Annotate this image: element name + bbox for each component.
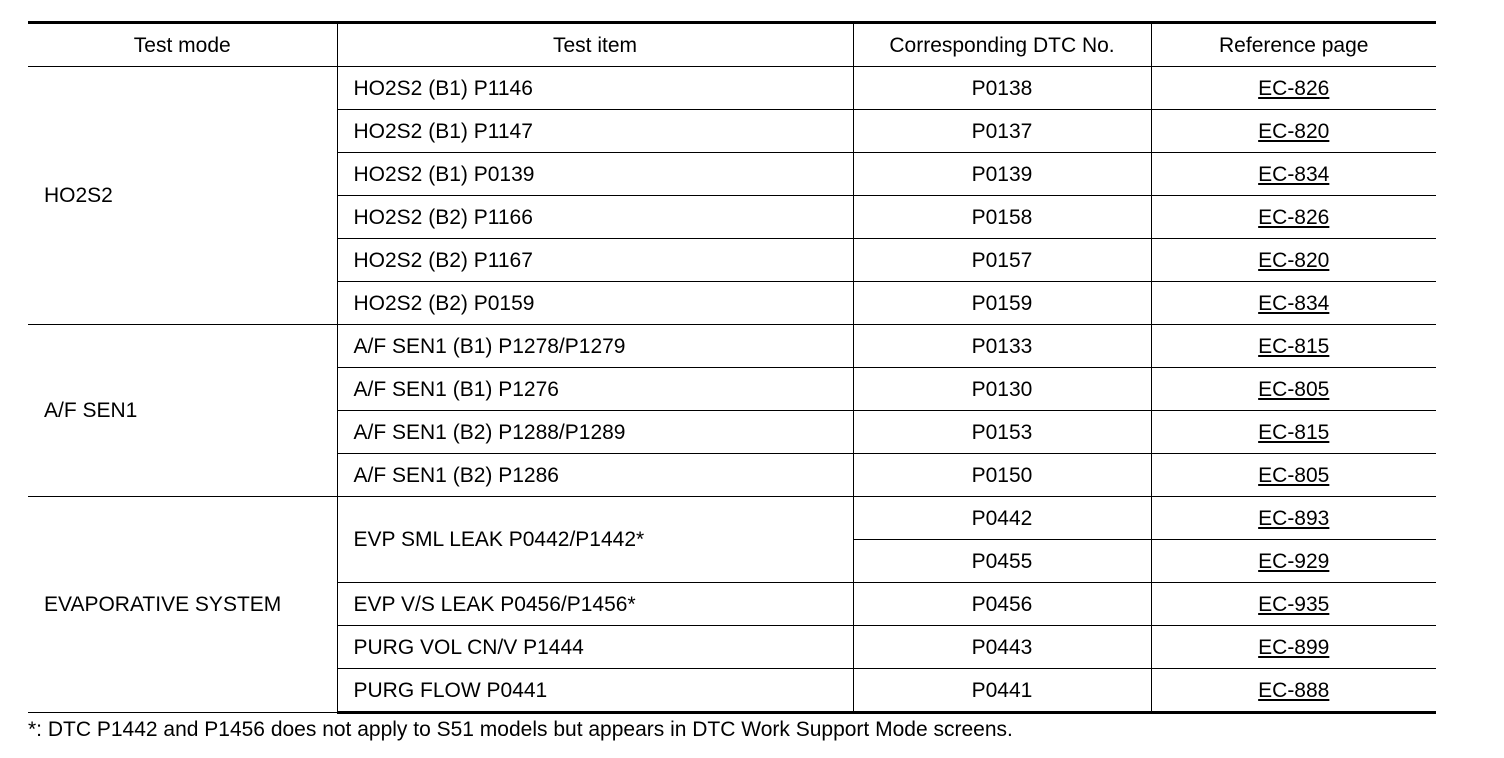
reference-page-link[interactable]: EC-826 [1258,205,1330,229]
test-item-cell: HO2S2 (B1) P0139 [337,153,853,196]
dtc-no-cell: P0133 [853,325,1151,368]
table-header-row [28,23,1436,67]
dtc-no-cell: P0456 [853,583,1151,626]
reference-page-link[interactable]: EC-893 [1258,506,1330,530]
table-row [28,497,1436,540]
table-row [28,67,1436,110]
test-item-cell: HO2S2 (B2) P1166 [337,196,853,239]
dtc-no-cell: P0157 [853,239,1151,282]
test-mode-cell: A/F SEN1 [28,325,337,497]
dtc-no-cell: P0153 [853,411,1151,454]
reference-page-link[interactable]: EC-820 [1258,119,1330,143]
dtc-no-cell: P0455 [853,540,1151,583]
test-item-cell: HO2S2 (B1) P1146 [337,67,853,110]
header-test-item: Test item [337,23,853,67]
dtc-no-cell: P0443 [853,626,1151,669]
test-item-cell: A/F SEN1 (B2) P1288/P1289 [337,411,853,454]
dtc-no-cell: P0130 [853,368,1151,411]
test-item-cell: HO2S2 (B2) P0159 [337,282,853,325]
dtc-no-cell: P0139 [853,153,1151,196]
test-item-cell: EVP SML LEAK P0442/P1442* [337,497,853,583]
reference-page-link[interactable]: EC-805 [1258,463,1330,487]
dtc-no-cell: P0137 [853,110,1151,153]
header-test-mode: Test mode [28,23,337,67]
reference-page-link[interactable]: EC-935 [1258,592,1330,616]
reference-page-link[interactable]: EC-805 [1258,377,1330,401]
dtc-no-cell: P0150 [853,454,1151,497]
reference-page-link[interactable]: EC-826 [1258,76,1330,100]
reference-page-link[interactable]: EC-834 [1258,291,1330,315]
dtc-no-cell: P0158 [853,196,1151,239]
dtc-no-cell: P0442 [853,497,1151,540]
reference-page-link[interactable]: EC-820 [1258,248,1330,272]
reference-page-link[interactable]: EC-888 [1258,678,1330,702]
dtc-no-cell: P0159 [853,282,1151,325]
test-item-cell: PURG FLOW P0441 [337,669,853,713]
reference-page-link[interactable]: EC-899 [1258,635,1330,659]
reference-page-link[interactable]: EC-834 [1258,162,1330,186]
header-dtc-no: Corresponding DTC No. [853,23,1151,67]
reference-page-link[interactable]: EC-929 [1258,549,1330,573]
test-item-cell: HO2S2 (B2) P1167 [337,239,853,282]
test-mode-cell: EVAPORATIVE SYSTEM [28,497,337,713]
dtc-no-cell: P0441 [853,669,1151,713]
footnote: *: DTC P1442 and P1456 does not apply to S51 models but appears in DTC Work Support Mode screens. [28,718,1013,741]
test-mode-cell: HO2S2 [28,67,337,325]
test-item-cell: A/F SEN1 (B2) P1286 [337,454,853,497]
test-item-cell: A/F SEN1 (B1) P1276 [337,368,853,411]
test-item-cell: EVP V/S LEAK P0456/P1456* [337,583,853,626]
table-row [28,325,1436,368]
dtc-no-cell: P0138 [853,67,1151,110]
header-reference-page: Reference page [1151,23,1436,67]
test-item-cell: A/F SEN1 (B1) P1278/P1279 [337,325,853,368]
test-item-cell: PURG VOL CN/V P1444 [337,626,853,669]
dtc-work-support-table [28,21,1436,714]
test-item-cell: HO2S2 (B1) P1147 [337,110,853,153]
reference-page-link[interactable]: EC-815 [1258,420,1330,444]
reference-page-link[interactable]: EC-815 [1258,334,1330,358]
